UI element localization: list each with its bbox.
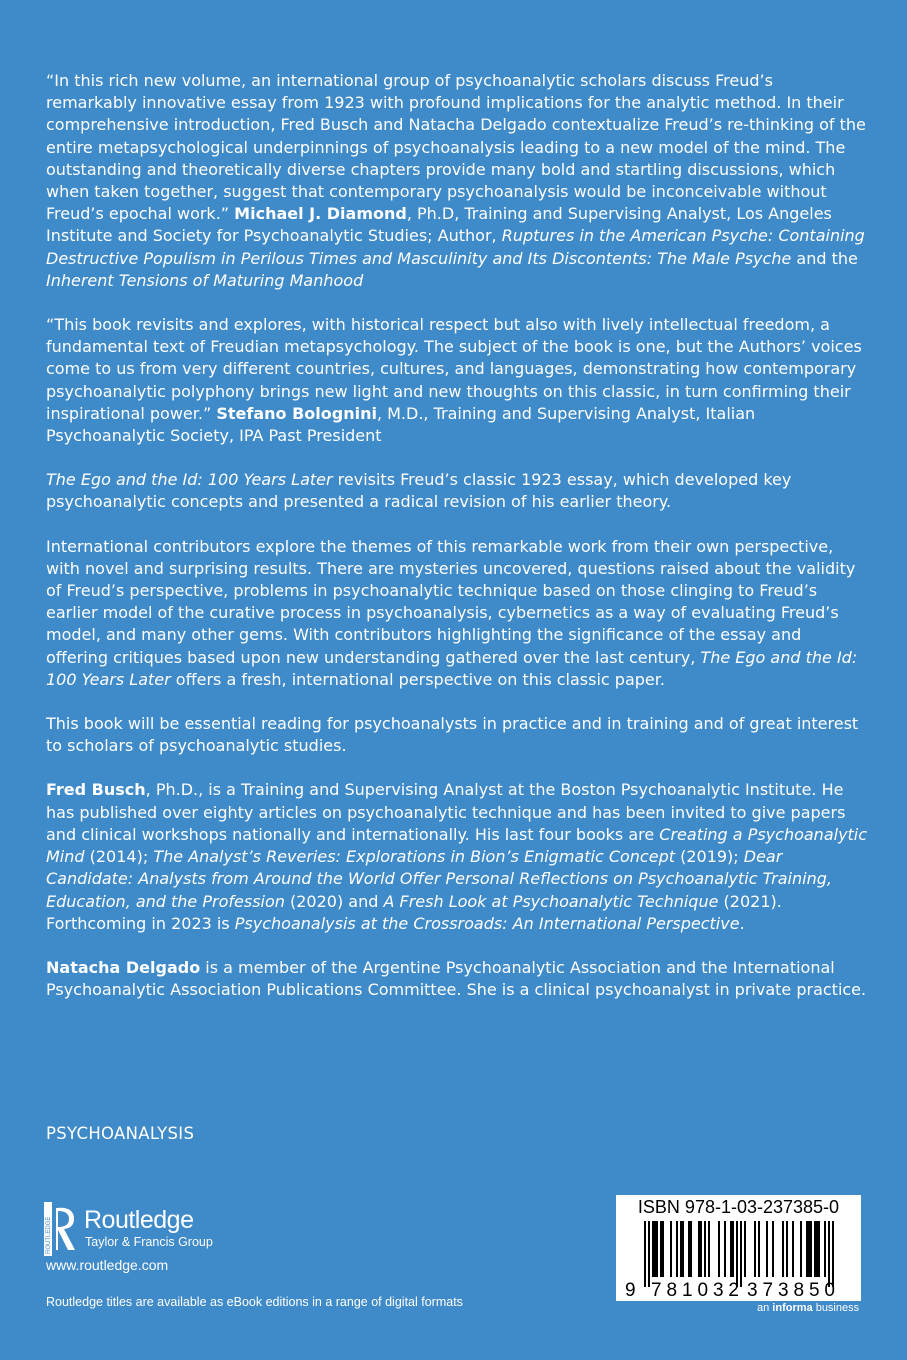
publisher-website-link[interactable]: www.routledge.com	[46, 1257, 169, 1273]
informa-tagline	[757, 1302, 859, 1314]
book-title: Dear Candidate: Analysts from Around the World Offer Personal Reflections on Psychoanalytic Training, Education, and the Profession	[46, 847, 832, 911]
barcode-bar	[824, 1221, 826, 1277]
editor-bio-text: (2021). Forthcoming in 2023 is	[46, 891, 782, 933]
editor-bio-text: .	[739, 913, 745, 933]
editor-bio-text: is a member of the Argentine Psychoanalytic Association and the International Psychoanalytic Association Publications Committee. She is a clinical psychoanalyst in private practice.	[46, 957, 867, 1000]
barcode-bar	[810, 1221, 812, 1277]
barcode-bar	[782, 1221, 784, 1277]
barcode-bar	[656, 1221, 658, 1277]
informa-suffix: business	[812, 1302, 860, 1314]
barcode-first-digit: 9	[625, 1280, 636, 1301]
barcode-bar	[644, 1221, 646, 1287]
routledge-logo	[44, 1202, 244, 1256]
informa-prefix: an	[757, 1302, 773, 1314]
description-text: offers a fresh, international perspective on this classic paper.	[170, 669, 665, 689]
editor-bio-busch	[46, 779, 868, 934]
description-text: International contributors explore the themes of this remarkable work from their own perspective, with novel and surprising results. There are mysteries uncovered, questions raised about the validity of Freud’s perspective, problems in psychoanalytic technique based on those clinging to Freud’s earlier model of the curative process in psychoanalysis, cybernetics as a way of evaluating Freud’s model, and many other gems. With contributors highlighting the significance of the essay and offering critiques based upon new understanding gathered over the last century,	[46, 536, 856, 667]
description-paragraph	[46, 536, 868, 691]
barcode-bar	[690, 1221, 692, 1277]
barcode-digit-group: 373850	[747, 1280, 835, 1301]
blurb-author-name: Michael J. Diamond	[234, 204, 407, 224]
barcode-bar	[744, 1221, 746, 1277]
book-title: Psychoanalysis at the Crossroads: An International Perspective	[234, 913, 740, 933]
barcode-bar	[814, 1221, 816, 1277]
barcode-bar	[662, 1221, 664, 1277]
barcode-bar	[772, 1221, 774, 1277]
barcode-bar	[688, 1221, 690, 1277]
barcode-bar	[792, 1221, 794, 1277]
book-title: A Fresh Look at Psychoanalytic Technique	[383, 891, 719, 911]
blurb-author-name: Stefano Bolognini	[216, 403, 377, 423]
barcode-bar	[682, 1221, 684, 1277]
publisher-group: Taylor & Francis Group	[85, 1235, 213, 1249]
book-title: The Ego and the Id: 100 Years Later	[46, 647, 858, 689]
barcode-bar	[654, 1221, 656, 1277]
blurb-bolognini	[46, 314, 868, 447]
barcode-bar	[708, 1221, 710, 1277]
barcode-bar	[652, 1221, 654, 1277]
barcode-bar	[648, 1221, 650, 1287]
book-title: The Ego and the Id: 100 Years Later	[46, 470, 333, 490]
editor-bio-text: (2019);	[675, 847, 744, 867]
barcode-bar	[700, 1221, 702, 1277]
barcode-bar	[736, 1221, 738, 1287]
informa-brand: informa	[772, 1302, 813, 1314]
description-paragraph	[46, 713, 868, 757]
blurb-author-credit: , Ph.D, Training and Supervising Analyst, Los Angeles Institute and Society for Psychoanalytic Studies; Author,	[46, 204, 832, 246]
barcode-bar	[698, 1221, 700, 1277]
barcode-bar	[800, 1221, 802, 1277]
book-title: Creating a Psychoanalytic Mind	[46, 824, 868, 867]
barcode-bar	[832, 1221, 834, 1287]
barcode-bar	[786, 1221, 788, 1277]
isbn-barcode	[616, 1195, 861, 1301]
barcode-bar	[754, 1221, 756, 1277]
editor-bio-text: (2014);	[84, 847, 154, 867]
barcode-bar	[806, 1221, 808, 1277]
barcode-bar	[808, 1221, 810, 1277]
barcode-bar	[704, 1221, 706, 1277]
back-cover-text	[46, 70, 868, 1001]
barcode-bar	[766, 1221, 768, 1277]
editor-name: Fred Busch	[46, 780, 146, 800]
blurb-quote: “In this rich new volume, an international group of psychoanalytic scholars discuss Freud’s remarkably innovative essay from 1923 with profound implications for the analytic method. In their comprehensive introduction, Fred Busch and Natacha Delgado contextualize Freud’s re-thinking of the entire metapsychological underpinnings of psychoanalysis leading to a new model of the mind. The outstanding and theoretically diverse chapters provide many bold and startling discussions, which when taken together, suggest that contemporary psychoanalysis would be inconceivable without Freud’s epochal work.”	[46, 71, 866, 224]
blurb-author-credit: , M.D., Training and Supervising Analyst, Italian Psychoanalytic Society, IPA Past President	[46, 403, 756, 446]
description-text: This book will be essential reading for psychoanalysts in practice and in training and of great interest to scholars of psychoanalytic studies.	[46, 714, 859, 756]
ebook-note: Routledge titles are available as eBook editions in a range of digital formats	[46, 1295, 463, 1309]
barcode-bar	[816, 1221, 818, 1277]
barcode-digit-group: 781032	[651, 1280, 739, 1301]
barcode-bar	[740, 1221, 742, 1287]
blurb-book-title: Ruptures in the American Psyche: Containing Destructive Populism in Perilous Times and Masculinity and Its Discontents: The Male Psyche	[46, 226, 865, 268]
editor-name: Natacha Delgado	[46, 957, 201, 977]
editor-bio-text: (2020) and	[284, 891, 384, 911]
barcode-bar	[680, 1221, 682, 1277]
blurb-quote: “This book revisits and explores, with historical respect but also with lively intellectual freedom, a fundamental text of Freudian metapsychology. The subject of the book is one, but the Authors’ voices come to us from very different countries, cultures, and languages, demonstrating how contemporary psychoanalytic polyphony brings new light and new thoughts on this classic, in turn confirming their inspirational power.”	[46, 315, 862, 423]
subject-category: PSYCHOANALYSIS	[46, 1124, 195, 1143]
isbn-label: ISBN 978-1-03-237385-0	[637, 1197, 840, 1217]
description-paragraph	[46, 469, 868, 513]
barcode-bar	[818, 1221, 820, 1277]
publisher-name: Routledge	[84, 1206, 194, 1234]
blurb-diamond	[46, 70, 868, 292]
barcode-bar	[676, 1221, 678, 1277]
routledge-mark-icon	[44, 1202, 78, 1256]
blurb-book-title: Inherent Tensions of Maturing Manhood	[46, 270, 364, 290]
barcode-bar	[732, 1221, 734, 1277]
editor-bio-delgado	[46, 957, 868, 1001]
routledge-vertical-text: ROUTLEDGE	[46, 1216, 52, 1254]
barcode-bar	[670, 1221, 672, 1277]
book-title: The Analyst’s Reveries: Explorations in Bion’s Enigmatic Concept	[153, 847, 675, 867]
barcode-bar	[758, 1221, 760, 1277]
blurb-conjunction: and the	[791, 248, 858, 268]
barcode-bar	[718, 1221, 720, 1277]
barcode-bar	[724, 1221, 726, 1277]
barcode-bar	[730, 1221, 732, 1277]
barcode-bars	[616, 1195, 861, 1301]
description-text: revisits Freud’s classic 1923 essay, which developed key psychoanalytic concepts and presented a radical revision of his earlier theory.	[46, 470, 792, 512]
barcode-bar	[660, 1221, 662, 1277]
editor-bio-text: , Ph.D., is a Training and Supervising Analyst at the Boston Psychoanalytic Institute. He has published over eighty articles on psychoanalytic technique and has been invited to give papers and clinical workshops nationally and internationally. His last four books are	[46, 780, 846, 844]
barcode-bar	[828, 1221, 830, 1287]
